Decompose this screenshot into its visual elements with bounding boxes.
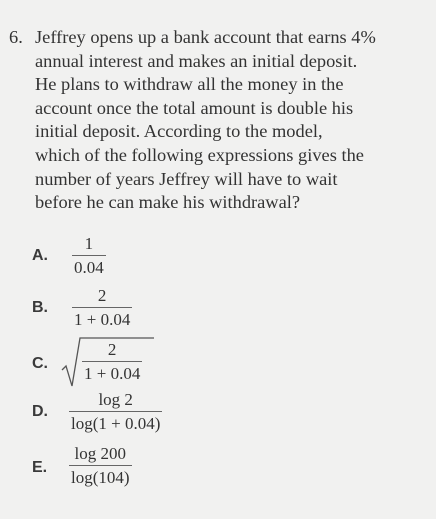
square-root (60, 334, 160, 390)
fraction-bar (69, 411, 162, 412)
fraction-bar (72, 255, 106, 256)
question-line-5: initial deposit. According to the model, (35, 121, 323, 142)
denominator: log(104) (71, 468, 130, 487)
fraction (72, 233, 106, 278)
fraction-bar (82, 361, 142, 362)
choice-letter: A. (32, 247, 48, 264)
choice-letter: E. (32, 459, 48, 476)
question-number: 6. (9, 27, 23, 47)
numerator: 1 (84, 234, 94, 253)
fraction (69, 443, 132, 488)
denominator: 0.04 (74, 258, 104, 277)
fraction-bar (72, 307, 132, 308)
choice-letter: B. (32, 299, 48, 316)
denominator: 1 + 0.04 (74, 310, 131, 329)
numerator: log 200 (74, 444, 127, 463)
denominator: 1 + 0.04 (84, 364, 141, 383)
question-line-6: which of the following expressions gives the (35, 145, 364, 165)
numerator: log 2 (98, 390, 133, 409)
numerator: 2 (97, 286, 107, 305)
choice-letter: C. (32, 355, 48, 372)
fraction (72, 285, 132, 330)
numerator: 2 (107, 340, 117, 359)
fraction (82, 339, 142, 384)
denominator: log(1 + 0.04) (71, 414, 161, 433)
question-line-1: Jeffrey opens up a bank account that earns 4% (35, 27, 376, 47)
question-line-2: annual interest and makes an initial deposit. (35, 50, 358, 71)
fraction (69, 389, 162, 434)
question-line-8: before he can make his withdrawal? (35, 192, 301, 213)
choice-letter: D. (32, 403, 48, 420)
question-line-7: number of years Jeffrey will have to wait (35, 168, 338, 189)
question-line-4: account once the total amount is double his (35, 97, 354, 118)
fraction-bar (69, 465, 132, 466)
question-line-3: He plans to withdraw all the money in the (35, 74, 344, 95)
